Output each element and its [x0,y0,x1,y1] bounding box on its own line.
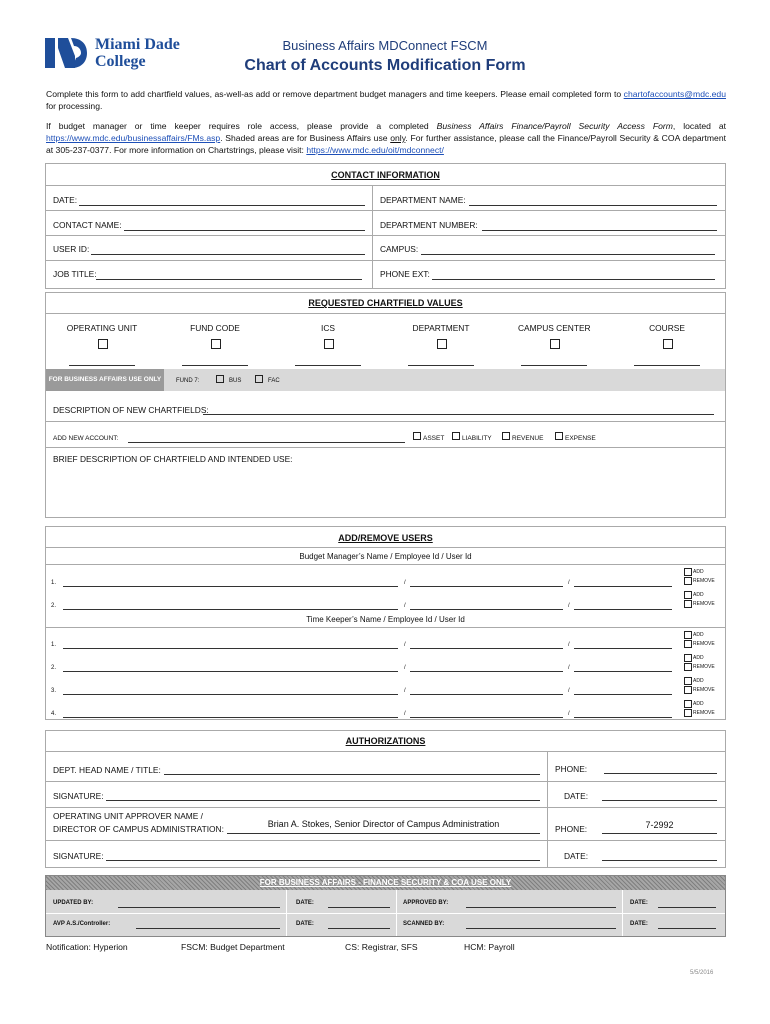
approver-date-field[interactable] [602,860,717,861]
tk-row-1-add-label: ADD [693,632,704,638]
col-fund-code: FUND CODE [190,323,240,333]
updated-date-label: DATE: [296,900,314,906]
contact-section [45,163,726,289]
time-keeper-header: Time Keeper’s Name / Employee Id / User Id [306,615,465,624]
intro-paragraph-2 [46,120,726,156]
tk-row-1-slash2: / [568,642,570,648]
tk-row-3-add-label: ADD [693,678,704,684]
tk-row-1-number: 1. [51,642,57,648]
tk-row-3-name[interactable] [63,694,398,695]
updated-date-field[interactable] [328,907,390,908]
department-field[interactable] [408,365,474,366]
revenue-checkbox[interactable] [502,432,510,440]
scanned-date-label: DATE: [630,921,648,927]
bm-row-2-number: 2. [51,603,57,609]
tk-row-1-employee-id[interactable] [410,648,563,649]
tk-row-3-remove-label: REMOVE [693,687,715,693]
department-number-field[interactable] [482,230,717,231]
tk-row-2-user-id[interactable] [574,671,672,672]
phone-ext-field[interactable] [432,279,715,280]
mdconnect-link[interactable]: https://www.mdc.edu/oit/mdconnect/ [306,145,444,155]
approver-phone-label: PHONE: [555,824,588,834]
avp-field[interactable] [136,928,280,929]
notification-hyperion: Notification: Hyperion [46,942,128,952]
user-id-label: USER ID: [53,244,90,254]
revenue-label: REVENUE [512,435,544,442]
liability-label: LIABILITY [462,435,492,442]
date-field[interactable] [79,205,365,206]
tk-row-1-add-checkbox[interactable] [684,631,692,639]
col-operating-unit: OPERATING UNIT [66,323,138,333]
bm-row-2-add-label: ADD [693,592,704,598]
ba-use-label: FOR BUSINESS AFFAIRS USE ONLY [46,369,164,391]
tk-row-4-user-id[interactable] [574,717,672,718]
bm-row-1-employee-id[interactable] [410,586,563,587]
users-title: ADD/REMOVE USERS [338,533,433,543]
tk-row-3-slash1: / [404,688,406,694]
tk-row-2-add-label: ADD [693,655,704,661]
brief-description-area[interactable] [49,466,721,514]
tk-row-4-name[interactable] [63,717,398,718]
bm-row-1-add-checkbox[interactable] [684,568,692,576]
budget-manager-header: Budget Manager’s Name / Employee Id / User Id [299,552,472,561]
notification-hcm: HCM: Payroll [464,942,515,952]
col-ics: ICS [321,323,335,333]
tk-row-4-remove-label: REMOVE [693,710,715,716]
signature-date-field[interactable] [602,800,717,801]
email-link[interactable]: chartofaccounts@mdc.edu [623,89,726,99]
logo-text-line1: Miami Dade [95,36,180,53]
tk-row-4-slash2: / [568,711,570,717]
signature-label: SIGNATURE: [53,791,104,801]
tk-row-1-user-id[interactable] [574,648,672,649]
campus-center-checkbox[interactable] [550,339,560,349]
contact-name-label: CONTACT NAME: [53,220,122,230]
course-checkbox[interactable] [663,339,673,349]
tk-row-2-remove-checkbox[interactable] [684,663,692,671]
authorizations-title: AUTHORIZATIONS [345,736,426,746]
bm-row-1-remove-checkbox[interactable] [684,577,692,585]
bm-row-1-add-label: ADD [693,569,704,575]
intro-only: only [390,133,406,143]
user-id-field[interactable] [91,254,365,255]
fac-checkbox[interactable] [255,375,263,383]
col-department: DEPARTMENT [412,323,470,333]
job-title-label: JOB TITLE: [53,269,97,279]
authorizations-section [45,730,726,868]
operating-unit-checkbox[interactable] [98,339,108,349]
updated-by-label: UPDATED BY: [53,900,94,906]
bm-row-2-employee-id[interactable] [410,609,563,610]
tk-row-2-name[interactable] [63,671,398,672]
contact-title: CONTACT INFORMATION [331,170,440,180]
avp-date-label: DATE: [296,921,314,927]
notification-cs: CS: Registrar, SFS [345,942,418,952]
ba-use-title: FOR BUSINESS AFFAIRS - FINANCE SECURITY & COA USE ONLY [46,876,725,890]
operating-unit-field[interactable] [69,365,135,366]
approved-by-field[interactable] [466,907,616,908]
approver-field[interactable] [227,833,540,834]
bm-row-2-slash2: / [568,603,570,609]
fund7-label: FUND 7: [176,378,200,384]
intro-p2-mid: , located at [672,121,727,131]
updated-by-field[interactable] [118,907,280,908]
dept-head-label: DEPT. HEAD NAME / TITLE: [53,765,161,775]
notification-fscm: FSCM: Budget Department [181,942,285,952]
asset-label: ASSET [423,435,445,442]
dept-head-phone-label: PHONE: [555,764,588,774]
bm-row-1-number: 1. [51,580,57,586]
tk-row-2-add-checkbox[interactable] [684,654,692,662]
tk-row-2-slash2: / [568,665,570,671]
course-field[interactable] [634,365,700,366]
tk-row-3-remove-checkbox[interactable] [684,686,692,694]
bm-row-1-name[interactable] [63,586,398,587]
approver-label-line2: DIRECTOR OF CAMPUS ADMINISTRATION: [53,824,224,834]
users-section [45,526,726,720]
approver-phone-value: 7-2992 [645,820,674,830]
chartfield-title: REQUESTED CHARTFIELD VALUES [308,298,463,308]
signature-field[interactable] [106,800,540,801]
chartfield-section [45,292,726,518]
bm-row-2-name[interactable] [63,609,398,610]
tk-row-2-employee-id[interactable] [410,671,563,672]
tk-row-4-slash1: / [404,711,406,717]
fund-code-field[interactable] [182,365,248,366]
tk-row-3-add-checkbox[interactable] [684,677,692,685]
tk-row-3-number: 3. [51,688,57,694]
intro-paragraph-1 [46,88,726,112]
tk-row-2-number: 2. [51,665,57,671]
approver-phone-field[interactable] [602,833,717,834]
scanned-by-field[interactable] [466,928,616,929]
phone-ext-label: PHONE EXT: [380,269,430,279]
bm-row-1-user-id[interactable] [574,586,672,587]
tk-row-4-number: 4. [51,711,57,717]
tk-row-1-name[interactable] [63,648,398,649]
tk-row-3-employee-id[interactable] [410,694,563,695]
tk-row-1-slash1: / [404,642,406,648]
intro-p1-text: Complete this form to add chartfield values, as-well-as add or remove department budget managers and time keepers. Please email completed form to [46,89,622,99]
expense-label: EXPENSE [565,435,596,442]
expense-checkbox[interactable] [555,432,563,440]
version-date: 5/5/2016 [690,970,714,976]
contact-name-field[interactable] [124,230,365,231]
date-label: DATE: [53,195,78,205]
department-checkbox[interactable] [437,339,447,349]
scanned-by-label: SCANNED BY: [403,921,445,927]
job-title-field[interactable] [96,279,362,280]
tk-row-3-user-id[interactable] [574,694,672,695]
approver-signature-label: SIGNATURE: [53,851,104,861]
intro-p2-mid2: . Shaded areas are for Business Affairs use [220,133,391,143]
tk-row-1-remove-label: REMOVE [693,641,715,647]
asset-checkbox[interactable] [413,432,421,440]
bm-row-1-remove-label: REMOVE [693,578,715,584]
tk-row-1-remove-checkbox[interactable] [684,640,692,648]
col-course: COURSE [649,323,685,333]
add-account-field[interactable] [128,442,405,443]
add-account-label: ADD NEW ACCOUNT: [53,435,119,442]
bus-label: BUS [229,378,242,384]
col-campus-center: CAMPUS CENTER [518,323,591,333]
avp-date-field[interactable] [328,928,390,929]
tk-row-3-slash2: / [568,688,570,694]
bm-row-2-slash1: / [404,603,406,609]
tk-row-4-employee-id[interactable] [410,717,563,718]
approver-date-label: DATE: [564,851,589,861]
fac-label: FAC [268,378,280,384]
bm-row-2-user-id[interactable] [574,609,672,610]
approved-date-label: DATE: [630,900,648,906]
intro-p2-mid3: . For further assistance, please call the Finance/Payroll Security & COA department at 305-237-0377. For more information on Chartstrings, please visit: [46,133,726,155]
tk-row-4-add-checkbox[interactable] [684,700,692,708]
tk-row-2-slash1: / [404,665,406,671]
description-new-field[interactable] [203,414,714,415]
signature-date-label: DATE: [564,791,589,801]
tk-row-2-remove-label: REMOVE [693,664,715,670]
department-name-label: DEPARTMENT NAME: [380,195,466,205]
description-new-label: DESCRIPTION OF NEW CHARTFIELDS: [53,405,209,415]
campus-center-field[interactable] [521,365,587,366]
logo-text-line2: College [95,53,146,70]
intro-p2-text: If budget manager or time keeper requires role access, please provide a completed [46,121,437,131]
campus-field[interactable] [421,254,715,255]
approver-signature-field[interactable] [106,860,540,861]
dept-head-field[interactable] [164,774,540,775]
bm-row-2-remove-checkbox[interactable] [684,600,692,608]
approver-label-line1: OPERATING UNIT APPROVER NAME / [53,811,203,821]
approved-by-label: APPROVED BY: [403,900,449,906]
liability-checkbox[interactable] [452,432,460,440]
security-form-name: Business Affairs Finance/Payroll Security Access Form [436,121,673,131]
bm-row-1-slash1: / [404,580,406,586]
bm-row-2-add-checkbox[interactable] [684,591,692,599]
ics-checkbox[interactable] [324,339,334,349]
approver-value: Brian A. Stokes, Senior Director of Campus Administration [267,819,500,829]
campus-label: CAMPUS: [380,244,419,254]
tk-row-4-add-label: ADD [693,701,704,707]
department-number-label: DEPARTMENT NUMBER: [380,220,478,230]
ba-use-section [45,875,726,937]
intro-p1-tail: for processing. [46,101,103,111]
dept-head-phone-field[interactable] [604,773,717,774]
form-subtitle: Business Affairs MDConnect FSCM [282,38,488,53]
tk-row-4-remove-checkbox[interactable] [684,709,692,717]
department-name-field[interactable] [469,205,717,206]
scanned-date-field[interactable] [658,928,716,929]
form-title: Chart of Accounts Modification Form [244,57,526,74]
ics-field[interactable] [295,365,361,366]
bus-checkbox[interactable] [216,375,224,383]
brief-description-label: BRIEF DESCRIPTION OF CHARTFIELD AND INTENDED USE: [53,454,293,464]
ba-use-row [46,369,725,391]
approved-date-field[interactable] [658,907,716,908]
bm-row-2-remove-label: REMOVE [693,601,715,607]
fms-link[interactable]: https://www.mdc.edu/businessaffairs/FMs.asp [46,133,221,143]
bm-row-1-slash2: / [568,580,570,586]
avp-label: AVP A.S./Controller: [53,921,111,927]
fund-code-checkbox[interactable] [211,339,221,349]
